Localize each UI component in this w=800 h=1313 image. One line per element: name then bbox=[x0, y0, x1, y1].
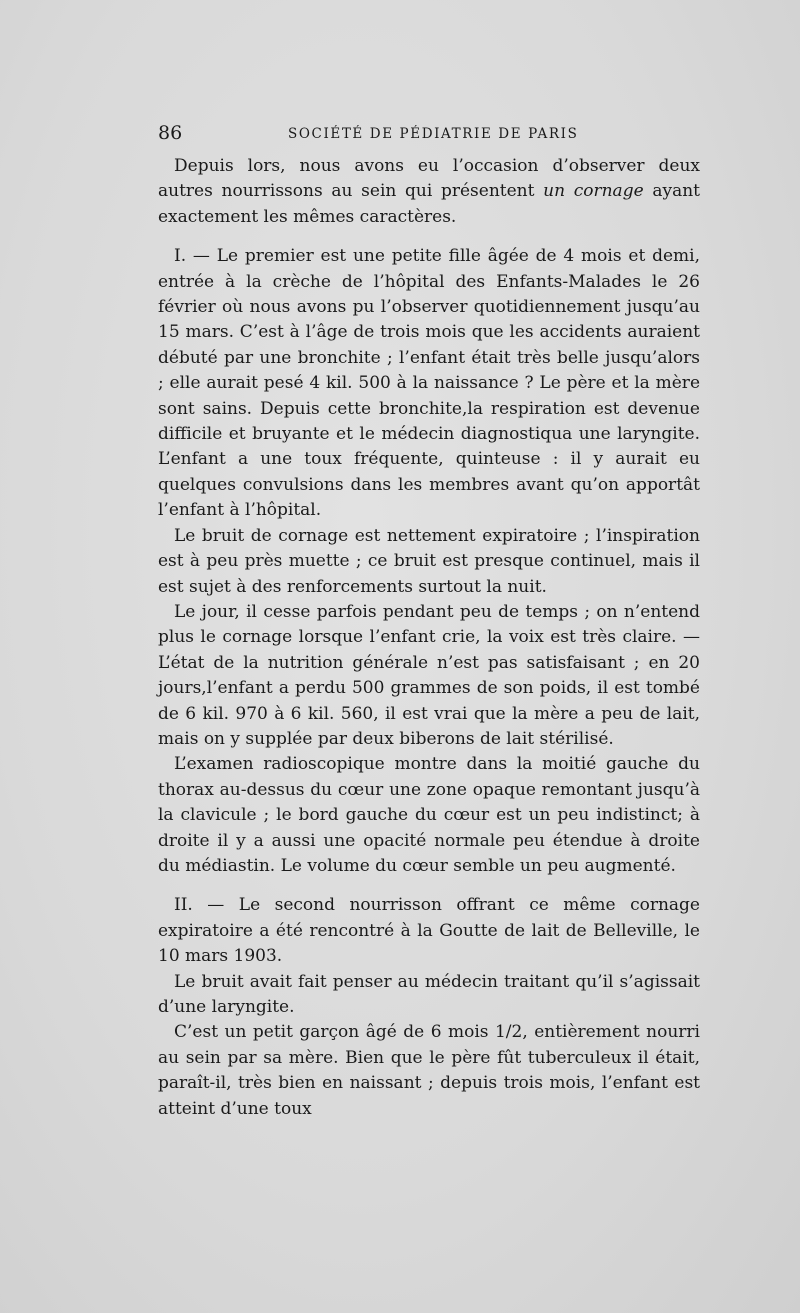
running-head bbox=[158, 118, 700, 148]
text-block bbox=[158, 118, 700, 1122]
paragraph-day: Le jour, il cesse parfois pendant peu de temps ; on n’entend plus le cornage lorsque l’enfant crie, la voix est très claire. — L’état de la nutrition générale n’est pas satisfaisant ; en 20 jours,l’enfant a perdu 500 grammes de son poids, il est tombé de 6 kil. 970 à 6 kil. 560, il est vrai que la mère a peu de lait, mais on y supplée par deux biberons de lait stérilisé. bbox=[158, 601, 700, 749]
paragraph-case-one: I. — Le premier est une petite fille âgée de 4 mois et demi, entrée à la crèche de l’hôpital des Enfants-Malades le 26 février où nous avons pu l’observer quotidiennement jusqu’au 15 mars. C’est à l’âge de trois mois que les accidents auraient débuté par une bronchite ; l’enfant était très belle jusqu’alors ; elle aurait pesé 4 kil. 500 à la naissance ? Le père et la mère sont sains. Depuis cette bronchite,la respiration est devenue difficile et bruyante et le médecin diagnostiqua une laryngite. L’enfant a une toux fréquente, quinteuse : il y aurait eu quelques convulsions dans les membres avant qu’on apportât l’enfant à l’hôpital. bbox=[158, 246, 700, 521]
intro-text-start: Depuis lors, nous avons eu l’occasion d’observer deux autres nourrissons au sein qui présentent bbox=[158, 156, 700, 202]
paragraph-case-two: II. — Le second nourrisson offrant ce même cornage expiratoire a été rencontré à la Goutte de lait de Belleville, le 10 mars 1903. bbox=[158, 895, 700, 967]
paragraph-boy: C’est un petit garçon âgé de 6 mois 1/2, entièrement nourri au sein par sa mère. Bien que le père fût tuberculeux il était, paraît-il, très bien en naissant ; depuis trois mois, l’enfant est atteint d’une toux bbox=[158, 1022, 700, 1119]
page-number: 86 bbox=[158, 122, 183, 144]
paragraph-cornage: Le bruit de cornage est nettement expiratoire ; l’inspiration est à peu près muette ; ce bruit est presque continuel, mais il est sujet à des renforcements surtout la nuit. bbox=[158, 525, 700, 597]
intro-text-end: ayant exactement les mêmes caractères. bbox=[158, 181, 700, 227]
intro-emphasis: un cornage bbox=[543, 181, 644, 202]
journal-title: SOCIÉTÉ DE PÉDIATRIE DE PARIS bbox=[288, 126, 579, 142]
paragraph-intro bbox=[158, 154, 700, 230]
paragraph-radioscopy: L’examen radioscopique montre dans la moitié gauche du thorax au-dessus du cœur une zone opaque remontant jusqu’à la clavicule ; le bord gauche du cœur est un peu indistinct; à droite il y a aussi une opacité normale peu étendue à droite du médiastin. Le volume du cœur semble un peu augmenté. bbox=[158, 754, 700, 876]
paragraph-laryngitis: Le bruit avait fait penser au médecin traitant qu’il s’agissait d’une laryngite. bbox=[158, 971, 700, 1017]
